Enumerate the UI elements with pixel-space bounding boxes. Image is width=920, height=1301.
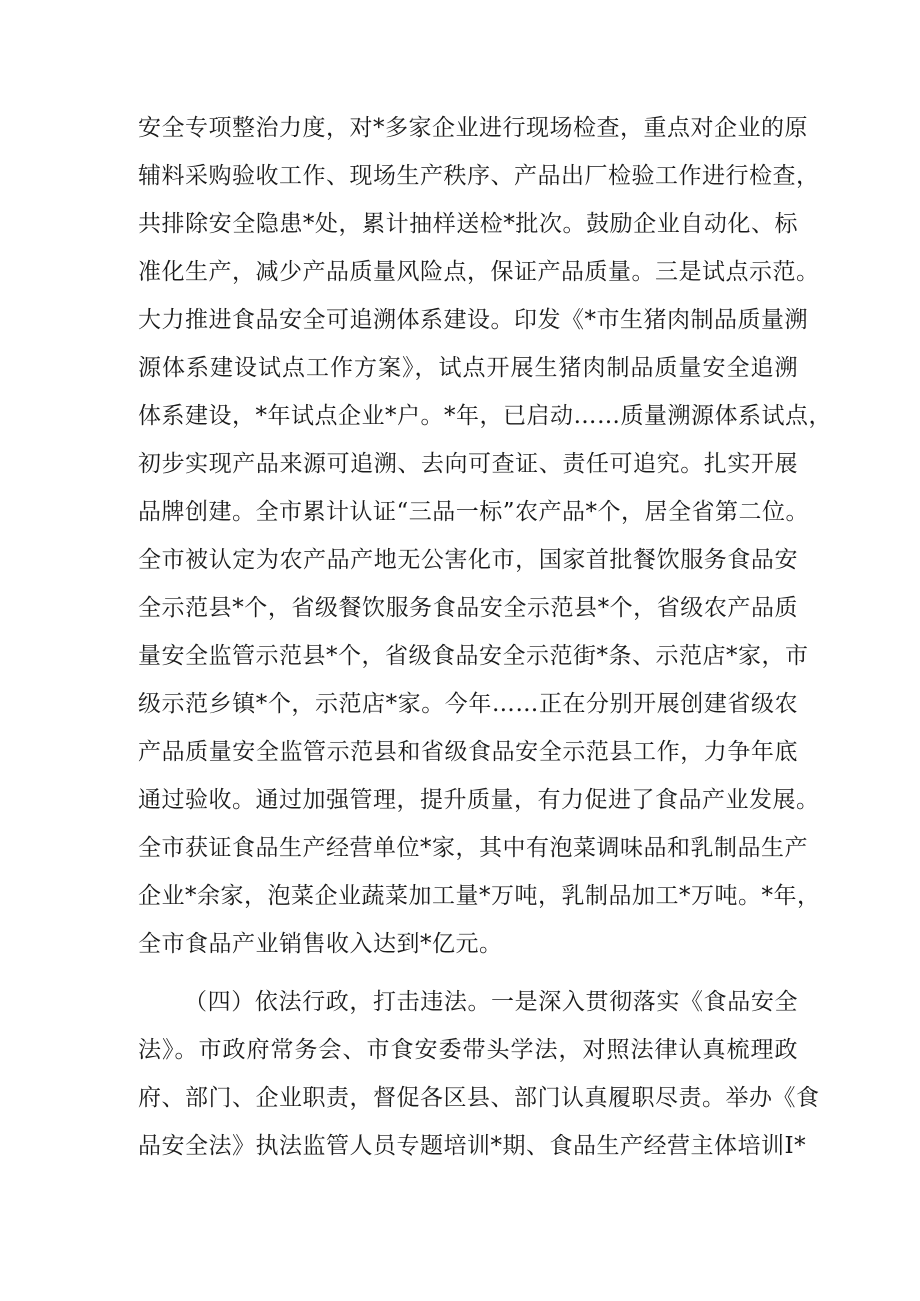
text-line: 安全专项整治力度，对*多家企业进行现场检查，重点对企业的原 [138, 115, 808, 141]
text-line: 通过验收。通过加强管理，提升质量，有力促进了食品产业发展。 [138, 787, 820, 813]
text-line: 大力推进食品安全可追溯体系建设。印发《*市生猪肉制品质量溯 [138, 307, 808, 333]
text-line: 府、部门、企业职责，督促各区县、部门认真履职尽责。举办《食 [138, 1085, 820, 1111]
text-line: 企业*余家，泡菜企业蔬菜加工量*万吨，乳制品加工*万吨。*年， [138, 883, 821, 909]
text-line: 准化生产，减少产品质量风险点，保证产品质量。三是试点示范。 [138, 259, 820, 285]
text-line: 全示范县*个，省级餐饮服务食品安全示范县*个，省级农产品质 [138, 595, 798, 621]
text-line: 初步实现产品来源可追溯、去向可查证、责任可追究。扎实开展 [138, 451, 798, 477]
text-line: 全市被认定为农产品产地无公害化市，国家首批餐饮服务食品安 [138, 547, 798, 573]
text-line: 共排除安全隐患*处，累计抽样送检*批次。鼓励企业自动化、标 [138, 211, 798, 237]
text-line: 辅料采购验收工作、现场生产秩序、产品出厂检验工作进行检查， [138, 163, 820, 189]
section-heading-line: （四）依法行政，打击违法。一是深入贯彻落实《食品安全 [184, 989, 798, 1015]
text-line: 产品质量安全监管示范县和省级食品安全示范县工作，力争年底 [138, 739, 798, 765]
text-line: 体系建设，*年试点企业*户。*年，已启动……质量溯源体系试点， [138, 403, 832, 429]
text-line: 全市获证食品生产经营单位*家，其中有泡菜调味品和乳制品生产 [138, 835, 808, 861]
text-line: 全市食品产业销售收入达到*亿元。 [138, 931, 503, 957]
text-line: 级示范乡镇*个，示范店*家。今年……正在分别开展创建省级农 [138, 691, 798, 717]
text-line: 品牌创建。全市累计认证“三品一标”农产品*个，居全省第二位。 [138, 499, 810, 525]
text-line: 源体系建设试点工作方案》，试点开展生猪肉制品质量安全追溯 [138, 355, 798, 381]
text-line: 量安全监管示范县*个，省级食品安全示范街*条、示范店*家，市 [138, 643, 809, 669]
text-line: 法》。市政府常务会、市食安委带头学法，对照法律认真梳理政 [138, 1037, 798, 1063]
text-line: 品安全法》执法监管人员专题培训*期、食品生产经营主体培训I* [138, 1133, 807, 1159]
